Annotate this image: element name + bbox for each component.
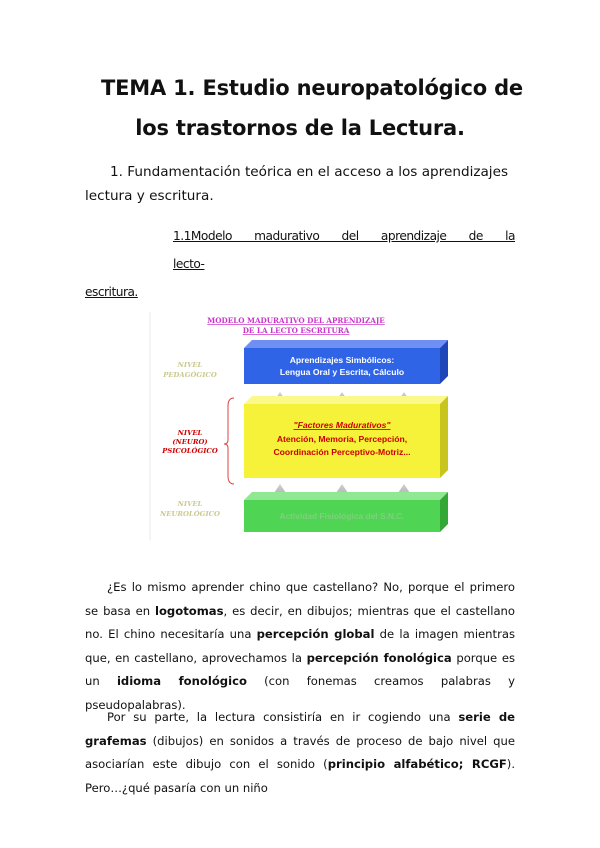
physiological-label: Actividad Fisiológica del S.N.C. [279,511,405,521]
maturational-model-diagram [148,312,453,540]
diagram-title-line-2: DE LA LECTO ESCRITURA [242,326,350,335]
section-heading-line-2: lectura y escritura. [85,188,214,204]
para1-text-3: de la imagen mientras que, en castellano, aprovechamos la [85,627,515,665]
page-title-line-1: TEMA 1. Estudio neuropatológico de [101,76,523,100]
level-pedagogic-line-2: PEDAGÓGICO [163,371,217,379]
para1-bold-logotomas: logotomas [154,603,224,618]
level-label-neurologic [159,500,220,518]
subsection-heading-line-2: escritura. [85,285,138,299]
factors-line-1: Atención, Memoria, Percepción, [276,434,408,444]
subsection-heading-line-1: 1.1Modelo madurativo del aprendizaje de la lecto- [173,229,515,271]
level-neuro-line-2: (NEURO) [172,438,208,446]
paragraph-chinese-vs-spanish [85,576,515,717]
para2-bold-grapheme-series: serie de grafemas [85,710,515,748]
section-heading-line-1: 1. Fundamentación teórica en el acceso a los aprendizajes [110,164,509,180]
factors-line-2: Coordinación Perceptivo-Motriz... [273,447,411,457]
para2-bold-alphabetic-principle: principio alfabético; RCGF [327,757,507,771]
para2-text-3: ). Pero…¿qué pasaría con un niño [85,757,516,795]
para1-text-1: ¿Es lo mismo aprender chino que castellano? No, porque el primero se basa en [85,580,515,618]
level-neurologic-line-2: NEUROLÓGICO [160,510,220,518]
maturational-factors-box [244,396,448,478]
red-bracket [224,398,234,484]
para1-bold-phonological-perception: percepción fonológica [306,650,452,665]
symbolic-box-line-1: Aprendizajes Simbólicos: [289,355,395,365]
level-neuro-line-1: NIVEL [177,429,203,437]
symbolic-learning-box [244,340,448,384]
page-title-line-2: los trastornos de la Lectura. [135,116,465,140]
para1-text-4: porque es un [85,650,515,688]
level-neuro-line-3: PSICOLÓGICO [162,447,218,455]
para1-text-2: , es decir, en dibujos; mientras que el castellano no. El chino necesitaría una [85,603,515,641]
section-heading [85,160,515,208]
para2-text-1: Por su parte, la lectura consistiría en ir cogiendo una [107,710,459,724]
para1-text-5: (con fonemas creamos palabras y pseudopalabras). [85,674,515,712]
diagram-title-line-1: MODELO MADURATIVO DEL APRENDIZAJE [207,316,385,325]
paragraph-reading-process [85,706,515,800]
factors-title: "Factores Madurativos" [293,420,391,430]
physiological-activity-box [244,492,448,532]
level-label-pedagogic [162,361,217,379]
para1-bold-global-perception: percepción global [256,627,375,641]
symbolic-box-line-2: Lengua Oral y Escrita, Cálculo [279,367,405,377]
subsection-heading [85,222,515,306]
para2-text-2: (dibujos) en sonidos a través de proceso de bajo nivel que asociarían este dibujo con el sonido ( [85,733,515,771]
level-pedagogic-line-1: NIVEL [177,361,203,369]
para1-bold-phonological-language: idioma fonológico [116,674,247,688]
level-neurologic-line-1: NIVEL [177,500,203,508]
level-label-neuropsychologic [161,429,218,455]
